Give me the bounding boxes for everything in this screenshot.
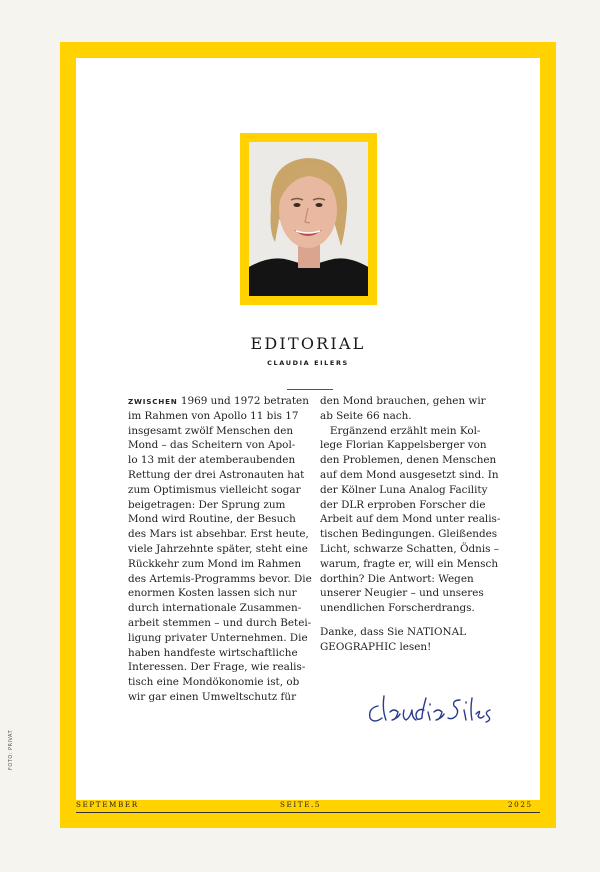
text-line: Interessen. Der Frage, wie realis- [128,661,306,674]
text-line: viele Jahrzehnte später, steht eine [128,542,308,555]
text-line: arbeit stemmen – und durch Betei- [128,616,312,629]
text-line: tisch eine Mondökonomie ist, ob [128,676,300,689]
text-line: Danke, dass Sie NATIONAL [320,625,467,638]
text-line: GEOGRAPHIC lesen! [320,640,432,653]
text-line: ligung privater Unternehmen. Die [128,631,308,644]
text-line: unendlichen Forscherdrangs. [320,602,475,615]
photo-credit: FOTO: PRIVAT [8,729,14,770]
text-line: unserer Neugier – und unseres [320,587,484,600]
text-line: Mond wird Routine, der Besuch [128,513,296,526]
text-line: der Kölner Luna Analog Facility [320,483,488,496]
text-line: Rettung der drei Astronauten hat [128,468,305,481]
text-line: Ergänzend erzählt mein Kol- [320,424,481,437]
author-name: CLAUDIA EILERS [267,359,349,367]
text-line: des Artemis-Programms bevor. Die [128,572,312,585]
text-line: lege Florian Kappelsberger von [320,439,487,452]
text-line: tischen Bedingungen. Gleißendes [320,528,498,541]
text-line: Rückkehr zum Mond im Rahmen [128,557,302,570]
footer-year: 2025 [508,800,533,809]
text-line: Arbeit auf dem Mond unter realis- [320,513,501,526]
text-line: den Problemen, denen Menschen [320,454,497,467]
text-line: zum Optimismus vielleicht sogar [128,483,301,496]
text-line: wir gar einen Umweltschutz für [128,690,297,703]
article-column-right [320,394,501,655]
lead-word: ZWISCHEN [128,397,178,406]
text-line: Mond – das Scheitern von Apol- [128,439,296,452]
text-line: durch internationale Zusammen- [128,602,302,615]
article-column-left [128,394,312,705]
footer-month: SEPTEMBER [76,800,139,809]
handwritten-signature [364,688,504,732]
text-line: lo 13 mit der atemberaubenden [128,454,296,467]
text-line: im Rahmen von Apollo 11 bis 17 [128,409,299,422]
text-line: warum, fragte er, will ein Mensch [320,557,499,570]
author-portrait [249,142,368,296]
text-line: insgesamt zwölf Menschen den [128,424,294,437]
footer-page-number: SEITE.5 [280,800,322,809]
title-divider [287,389,333,390]
text-line: auf dem Mond ausgesetzt sind. In [320,468,499,481]
text-line: dorthin? Die Antwort: Wegen [320,572,474,585]
text-line: der DLR erproben Forscher die [320,498,486,511]
text-line: enormen Kosten lassen sich nur [128,587,297,600]
text-line: ab Seite 66 nach. [320,409,412,422]
text-line: den Mond brauchen, gehen wir [320,395,486,407]
text-line: ZWISCHEN 1969 und 1972 betraten [128,395,309,407]
footer-rule [76,812,540,813]
text-line: Licht, schwarze Schatten, Ödnis – [320,542,499,555]
page-title: EDITORIAL [250,334,366,353]
text-line: des Mars ist absehbar. Erst heute, [128,528,309,541]
text-line: beigetragen: Der Sprung zum [128,498,286,511]
text-line: haben handfeste wirtschaftliche [128,646,298,659]
paragraph-gap [320,616,498,625]
